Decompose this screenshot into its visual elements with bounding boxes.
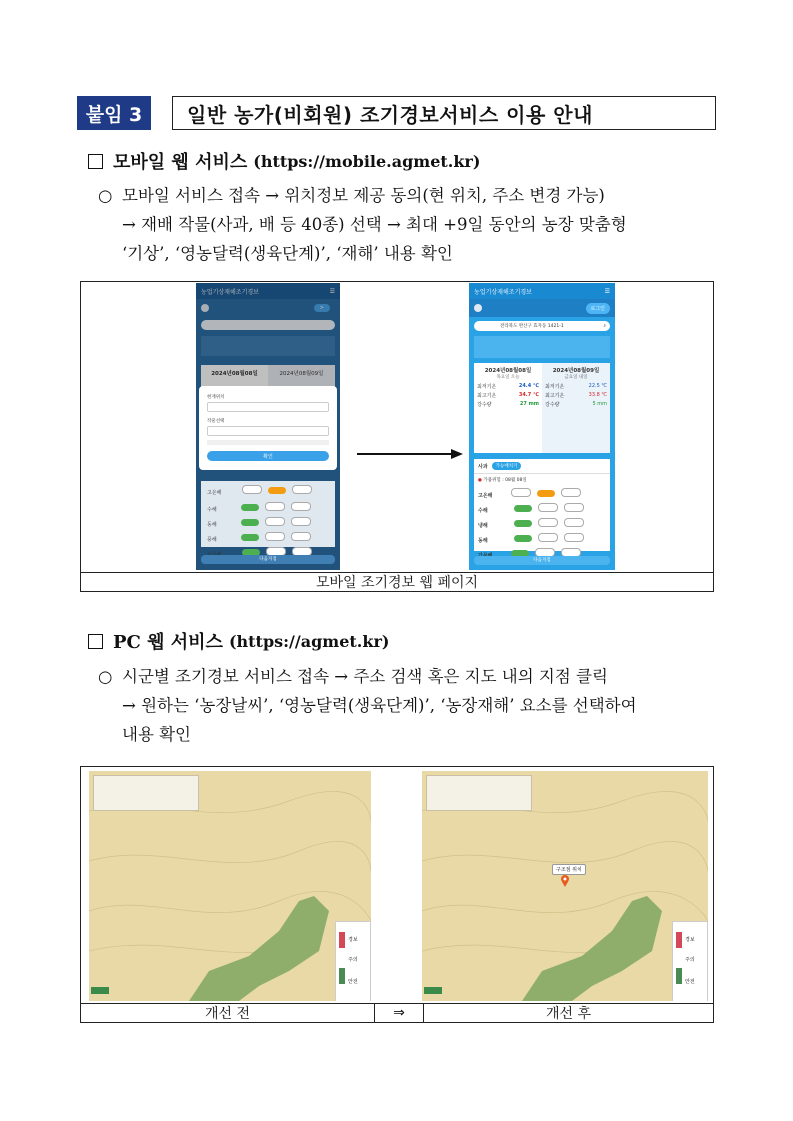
mobile-bullet-line-3: ‘기상’, ‘영농달력(생육단계)’, ‘재해’ 내용 확인 <box>122 244 453 263</box>
hazard-card-after <box>474 459 610 551</box>
hazard-row-3: 동해 <box>474 531 610 546</box>
user-icon <box>474 304 482 312</box>
user-icon <box>201 304 209 312</box>
mobile-section-label: 모바일 웹 서비스 <box>113 152 248 173</box>
hazard-row-0 <box>201 481 335 500</box>
weather-row-max: 최고기온 33.8 ℃ <box>545 392 607 399</box>
login-pill[interactable]: > <box>309 303 335 313</box>
weather-row-rain: 강수량 27 mm <box>477 401 539 408</box>
mobile-bullet <box>98 181 718 271</box>
map-legend-before <box>335 921 371 1001</box>
login-row <box>469 299 615 317</box>
address-search-bar[interactable] <box>474 321 610 331</box>
mobile-section-heading <box>88 148 480 174</box>
weather-card <box>474 363 610 453</box>
phone-before <box>196 283 340 570</box>
pc-section-heading <box>88 628 389 654</box>
caption-before: 개선 전 <box>80 1003 375 1023</box>
caption-after: 개선 후 <box>423 1003 714 1023</box>
hazard-label: 동해 <box>207 522 217 528</box>
pc-bullet-line-2: → 원하는 ‘농장날씨’, ‘영농달력(생육단계)’, ‘농장재해’ 요소를 선택하여 <box>122 696 637 715</box>
mobile-screenshot-frame <box>80 281 714 573</box>
menu-icon[interactable]: ☰ <box>329 287 335 295</box>
map-search-panel[interactable] <box>93 775 199 811</box>
legend-safe: 안전 <box>348 979 358 985</box>
bullet-mark: ○ <box>98 667 113 686</box>
mobile-bullet-line-2: → 재배 작물(사과, 배 등 40종) 선택 → 최대 +9일 동안의 농장 맞춤형 <box>122 215 627 234</box>
pc-section-label: PC 웹 서비스 <box>113 632 223 653</box>
pc-bullet-line-3: 내용 확인 <box>122 725 192 744</box>
hazard-label: 풍해 <box>207 537 217 543</box>
dialog-confirm-button[interactable]: 확인 <box>207 451 329 461</box>
right-arrow-icon <box>355 448 465 460</box>
timeline-strip <box>474 336 610 358</box>
hazard-label: 수해 <box>207 507 217 513</box>
crop-header <box>474 459 610 474</box>
menu-icon[interactable]: ☰ <box>604 287 610 295</box>
next-button-after[interactable]: 다음지점 <box>474 556 610 565</box>
date-tab-left[interactable]: 2024년08월08일 <box>201 365 268 387</box>
weather-row-max: 최고기온 34.7 ℃ <box>477 392 539 399</box>
date-tomorrow: 2024년08월09일 <box>552 368 600 374</box>
pc-section-url[interactable]: (https://agmet.kr) <box>228 631 390 651</box>
hazard-row-2 <box>201 515 335 530</box>
phone-after-topbar <box>469 283 615 299</box>
address-text: 전라북도 완산구 효자동 1421-1 <box>500 324 564 329</box>
search-bar[interactable] <box>201 320 335 330</box>
hazard-row-2: 냉해 <box>474 516 610 531</box>
mobile-bullet-line-1: 모바일 서비스 접속 → 위치정보 제공 동의(현 위치, 주소 변경 가능) <box>122 186 605 205</box>
map-search-panel[interactable] <box>426 775 532 811</box>
hazard-row-1: 수해 <box>474 501 610 516</box>
legend-safe: 안전 <box>685 979 695 985</box>
phone-before-topbar <box>196 283 340 299</box>
legend-warning: 경보 <box>348 937 358 943</box>
weather-row-min: 최저기온 24.4 ℃ <box>477 383 539 390</box>
crop-select[interactable] <box>207 426 329 436</box>
hazard-row-3 <box>201 530 335 545</box>
weather-row-min: 최저기온 22.5 ℃ <box>545 383 607 390</box>
weather-row-rain: 강수량 5 mm <box>545 401 607 408</box>
login-button[interactable]: 로그인 <box>586 303 611 314</box>
hazard-row-1 <box>201 500 335 515</box>
date-today: 2024년08월08일 <box>484 368 532 374</box>
mobile-caption: 모바일 조기경보 웹 페이지 <box>80 572 714 592</box>
dialog-note <box>207 440 329 445</box>
pc-screenshot-frame <box>80 766 714 1004</box>
day-tomorrow: 금요일 내일 <box>564 375 588 380</box>
hazard-label: 고온해 <box>207 490 222 496</box>
map-legend-after <box>672 921 708 1001</box>
dialog-field1-label: 현재위치 <box>207 395 225 400</box>
app-title: 농업기상재해조기경보 <box>474 288 532 296</box>
page-title: 일반 농가(비회원) 조기경보서비스 이용 안내 <box>172 96 716 130</box>
legend-caution: 주의 <box>685 957 695 963</box>
pc-bullet-line-1: 시군별 조기경보 서비스 접속 → 주소 검색 혹은 지도 내의 지점 클릭 <box>122 667 608 686</box>
crop-tag[interactable]: 가능배치기 <box>492 462 522 470</box>
alert-dot-icon: ● <box>478 478 482 483</box>
bullet-mark: ○ <box>98 186 113 205</box>
app-title: 농업기상재해조기경보 <box>201 288 259 296</box>
legend-caution: 주의 <box>348 957 358 963</box>
crop-name: 사과 <box>478 463 488 470</box>
map-badge <box>424 987 442 994</box>
day-today: 목요일 오늘 <box>496 375 520 380</box>
date-tabs <box>201 365 335 387</box>
caption-arrow: ⇒ <box>374 1003 424 1023</box>
login-row <box>196 299 340 317</box>
address-input[interactable] <box>207 402 329 412</box>
phone-after <box>469 283 615 570</box>
date-tab-right[interactable]: 2024년08월09일 <box>279 371 324 377</box>
dialog-field2-label: 작물선택 <box>207 419 225 424</box>
location-dialog <box>199 386 337 470</box>
map-after[interactable] <box>422 771 708 1001</box>
map-before[interactable] <box>89 771 371 1001</box>
drought-warning: ● 가뭄위험 : 08월 08일 <box>478 478 527 483</box>
legend-warning: 경보 <box>685 937 695 943</box>
search-icon[interactable]: ⌕ <box>603 324 606 329</box>
timeline-strip <box>201 336 335 356</box>
weather-tomorrow[interactable] <box>542 363 610 453</box>
hazard-row-0: 고온해 <box>474 486 610 501</box>
location-pin-icon[interactable] <box>560 875 570 887</box>
mobile-section-url[interactable]: (https://mobile.agmet.kr) <box>253 151 481 171</box>
next-button-before[interactable]: 다음지점 <box>201 555 335 564</box>
checkbox-square-icon <box>88 154 103 169</box>
checkbox-square-icon <box>88 634 103 649</box>
map-badge <box>91 987 109 994</box>
attachment-tag: 붙임 3 <box>77 96 151 130</box>
weather-today[interactable] <box>474 363 542 453</box>
hazard-table-before <box>201 481 335 547</box>
pc-bullet <box>98 662 718 752</box>
marker-label: 구조점 위치 <box>552 864 586 875</box>
